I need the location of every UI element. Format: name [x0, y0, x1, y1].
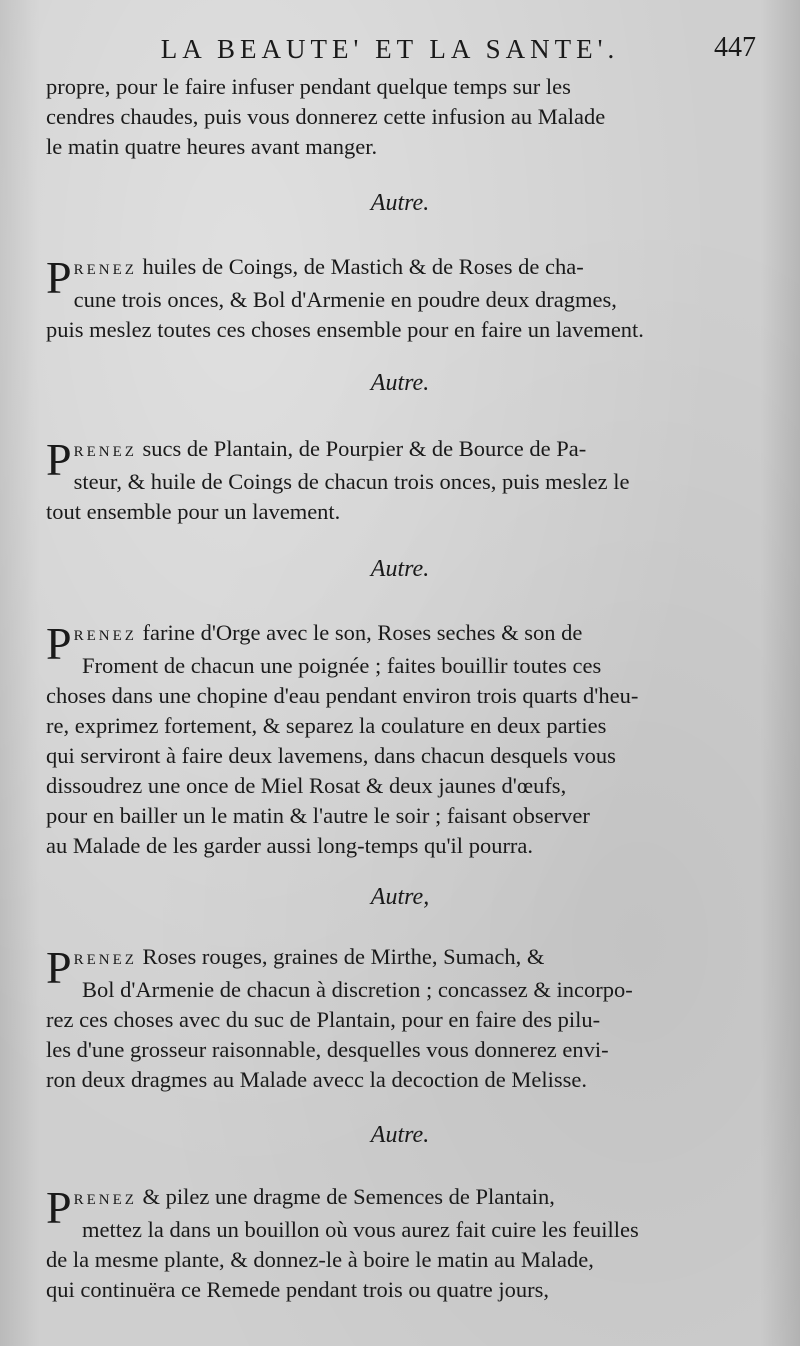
text-line: mettez la dans un bouillon où vous aurez fait cuire les feuilles — [82, 1217, 639, 1242]
text-line: les d'une grosseur raisonnable, desquelles vous donnerez envi- — [46, 1037, 609, 1062]
section-heading: Autre. — [370, 556, 430, 582]
small-caps-word: RENEZ — [73, 1192, 137, 1208]
text-line: propre, pour le faire infuser pendant quelque temps sur les — [46, 74, 571, 99]
text-line: pour en bailler un le matin & l'autre le soir ; faisant observer — [46, 803, 590, 828]
text-line: ron deux dragmes au Malade avecc la decoction de Melisse. — [46, 1067, 588, 1092]
recipe-paragraph — [46, 252, 756, 345]
text-line: qui serviront à faire deux lavemens, dans chacun desquels vous — [46, 743, 616, 768]
text-line: au Malade de les garder aussi long-temps qu'il pourra. — [46, 833, 534, 858]
text-line: re, exprimez fortement, & separez la coulature en deux parties — [46, 713, 607, 738]
text-line-rest: farine d'Orge avec le son, Roses seches & son de — [136, 620, 583, 645]
text-line: tout ensemble pour un lavement. — [46, 499, 341, 524]
section-heading: Autre. — [370, 1122, 430, 1148]
text-line: rez ces choses avec du suc de Plantain, pour en faire des pilu- — [46, 1007, 601, 1032]
text-line: de la mesme plante, & donnez-le à boire le matin au Malade, — [46, 1247, 594, 1272]
text-line: le matin quatre heures avant manger. — [46, 134, 378, 159]
small-caps-word: RENEZ — [73, 628, 137, 644]
text-line: puis meslez toutes ces choses ensemble pour en faire un lavement. — [46, 317, 644, 342]
drop-cap: P — [46, 942, 72, 993]
text-line: steur, & huile de Coings de chacun trois onces, puis meslez le — [73, 469, 630, 494]
drop-cap: P — [46, 252, 72, 303]
page-number: 447 — [714, 32, 756, 63]
drop-cap: P — [46, 1182, 72, 1233]
text-line: dissoudrez une once de Miel Rosat & deux jaunes d'œufs, — [46, 773, 567, 798]
text-line: cune trois onces, & Bol d'Armenie en poudre deux dragmes, — [73, 287, 617, 312]
recipe-paragraph — [46, 942, 756, 1095]
section-heading: Autre. — [370, 190, 430, 216]
text-line: Froment de chacun une poignée ; faites bouillir toutes ces — [82, 653, 602, 678]
running-title: LA BEAUTE' ET LA SANTE'. — [160, 34, 620, 64]
section-heading: Autre, — [370, 884, 430, 910]
recipe-paragraph — [46, 434, 756, 527]
opening-paragraph — [46, 72, 756, 162]
small-caps-word: RENEZ — [73, 952, 137, 968]
text-line-rest: sucs de Plantain, de Pourpier & de Bource de Pa- — [136, 436, 587, 461]
small-caps-word: RENEZ — [73, 262, 137, 278]
text-line-rest: & pilez une dragme de Semences de Plantain, — [136, 1184, 555, 1209]
text-line-rest: huiles de Coings, de Mastich & de Roses de cha- — [136, 254, 584, 279]
text-line: qui continuëra ce Remede pendant trois ou quatre jours, — [46, 1277, 549, 1302]
recipe-paragraph — [46, 618, 756, 861]
text-line: choses dans une chopine d'eau pendant environ trois quarts d'heu- — [46, 683, 639, 708]
drop-cap: P — [46, 434, 72, 485]
text-line-rest: Roses rouges, graines de Mirthe, Sumach, & — [136, 944, 545, 969]
recipe-paragraph — [46, 1182, 756, 1305]
drop-cap: P — [46, 618, 72, 669]
small-caps-word: RENEZ — [73, 444, 137, 460]
section-heading: Autre. — [370, 370, 430, 396]
text-line: Bol d'Armenie de chacun à discretion ; concassez & incorpo- — [82, 977, 633, 1002]
text-line: cendres chaudes, puis vous donnerez cette infusion au Malade — [46, 104, 606, 129]
